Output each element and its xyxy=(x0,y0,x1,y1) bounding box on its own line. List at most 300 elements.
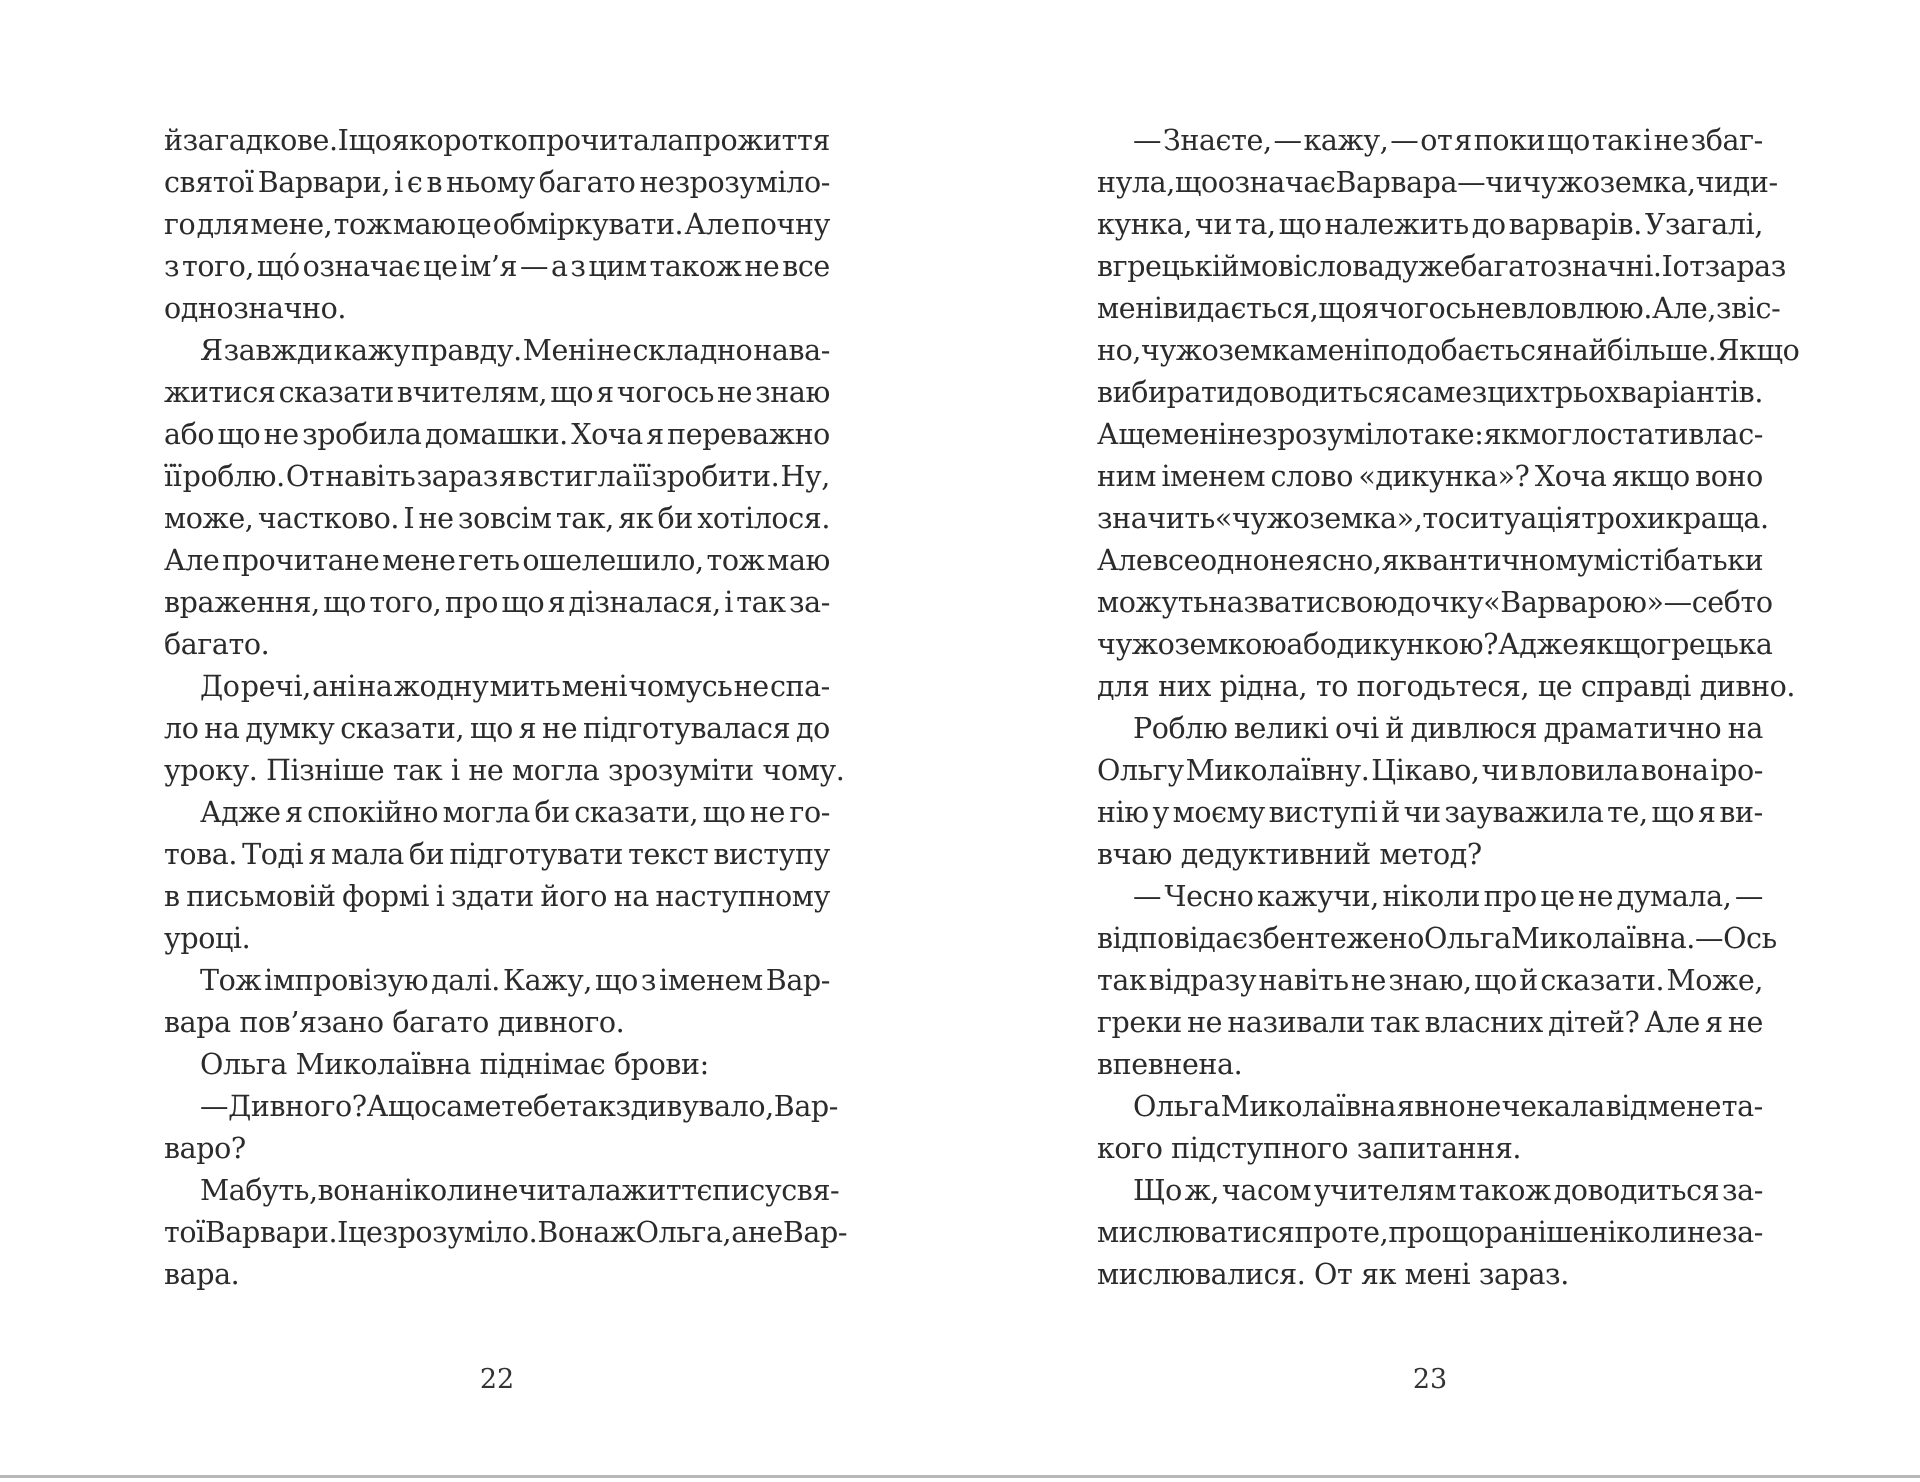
word: Але, xyxy=(1652,292,1717,325)
text-line: вара пов’язано багато дивного. xyxy=(164,1006,625,1039)
word: правду. xyxy=(410,334,522,367)
word: варіантів. xyxy=(1620,376,1763,409)
word: я xyxy=(499,460,517,493)
word: чогось xyxy=(1378,292,1476,325)
word: не xyxy=(1269,544,1305,577)
text-line xyxy=(1097,1002,1763,1044)
word: маю xyxy=(392,208,456,241)
word: це xyxy=(1540,880,1575,913)
word: очі xyxy=(1334,712,1379,745)
bottom-divider xyxy=(0,1475,1920,1478)
word: ж, xyxy=(1184,1174,1220,1207)
left-page xyxy=(164,120,848,1296)
word: я xyxy=(1698,796,1716,829)
word: також xyxy=(1458,1174,1551,1207)
word: формі xyxy=(342,880,430,913)
word: що xyxy=(1651,796,1695,829)
word: назвати xyxy=(1208,586,1325,619)
word: частково. xyxy=(257,502,400,535)
word: і xyxy=(394,166,403,199)
word: Варвари. xyxy=(204,1216,338,1249)
word: ніколи xyxy=(385,1174,484,1207)
word: я xyxy=(646,418,664,451)
word: Але xyxy=(164,544,220,577)
word: все xyxy=(1152,544,1201,577)
word: но, xyxy=(1097,334,1142,367)
word: що xyxy=(550,376,594,409)
word: з xyxy=(640,964,657,997)
word: слова xyxy=(1302,250,1385,283)
word: хотілося. xyxy=(697,502,830,535)
word: І xyxy=(1661,250,1673,283)
word: Роблю xyxy=(1133,712,1228,745)
word: про xyxy=(444,586,499,619)
word: ним xyxy=(1097,460,1156,493)
word: варварів. xyxy=(1508,208,1642,241)
word: місті xyxy=(1593,544,1664,577)
text-line: для них рідна, то погодьтеся, це справді дивно. xyxy=(1097,670,1796,703)
word: жодну xyxy=(393,670,489,703)
word: за- xyxy=(1722,1174,1763,1207)
word: що xyxy=(702,796,746,829)
word: я xyxy=(308,838,327,871)
word: життя xyxy=(737,124,830,157)
word: я xyxy=(547,586,566,619)
word: спокійно xyxy=(307,796,439,829)
word: називали xyxy=(1227,1006,1365,1039)
word: я xyxy=(391,124,410,157)
word: на xyxy=(1727,712,1763,745)
word: Може, xyxy=(1666,964,1763,997)
word: чи xyxy=(1695,166,1733,199)
word: як xyxy=(1381,544,1417,577)
word: збентежено xyxy=(1247,922,1424,955)
word: так xyxy=(1370,1006,1420,1039)
word: в xyxy=(1097,250,1113,283)
word: До xyxy=(200,670,240,703)
word: знаю, xyxy=(1388,964,1472,997)
word: Але xyxy=(1644,1006,1700,1039)
word: найбільше. xyxy=(1553,334,1717,367)
word: сказати, xyxy=(340,712,465,745)
word: саме xyxy=(430,1090,502,1123)
word: прочитала xyxy=(527,124,684,157)
word: незрозуміло xyxy=(1226,418,1409,451)
word: все xyxy=(782,250,830,283)
word: стати xyxy=(1606,418,1689,451)
word: Ольгу xyxy=(1097,754,1184,787)
word: не xyxy=(733,670,769,703)
word: в xyxy=(1416,544,1433,577)
word: ще xyxy=(1118,418,1161,451)
word: не xyxy=(744,250,780,283)
word: не xyxy=(717,376,753,409)
word: можуть xyxy=(1097,586,1209,619)
word: слово xyxy=(1270,460,1353,493)
word: означає xyxy=(302,250,421,283)
word: також xyxy=(649,250,742,283)
word: що xyxy=(1318,292,1362,325)
page-number-left: 22 xyxy=(479,1364,515,1395)
text-line: мислювалися. От як мені зараз. xyxy=(1097,1258,1569,1291)
word: здивувало, xyxy=(615,1090,774,1123)
word: не xyxy=(1476,292,1512,325)
text-line xyxy=(1097,330,1800,372)
word: я xyxy=(1361,292,1379,325)
word: до xyxy=(1471,208,1506,241)
word: роблю. xyxy=(182,460,285,493)
word: в xyxy=(164,880,180,913)
word: може, xyxy=(164,502,254,535)
word: так xyxy=(1591,124,1642,157)
text-line xyxy=(164,498,830,540)
word: що xyxy=(323,586,367,619)
word: письмовій xyxy=(186,880,336,913)
word: значить xyxy=(1097,502,1215,535)
word: батьки xyxy=(1663,544,1764,577)
word: зовсім xyxy=(457,502,552,535)
word: го xyxy=(164,208,196,241)
word: обміркувати. xyxy=(492,208,684,241)
word: не xyxy=(1465,1090,1501,1123)
word: за- xyxy=(1721,1216,1763,1249)
text-line xyxy=(1097,960,1763,1002)
word: І xyxy=(337,1216,349,1249)
text-line xyxy=(164,540,830,582)
text-line xyxy=(164,372,830,414)
word: не xyxy=(483,1174,519,1207)
word: і xyxy=(1643,124,1652,157)
word: таке: xyxy=(1408,418,1484,451)
word: Миколаївну. xyxy=(1185,754,1370,787)
word: Але xyxy=(684,208,740,241)
word: І xyxy=(337,124,349,157)
word: тебе xyxy=(501,1090,567,1123)
word: трохи xyxy=(1581,502,1666,535)
word: «Варварою» xyxy=(1483,586,1664,619)
word: виступу xyxy=(713,838,830,871)
word: далі. xyxy=(431,964,500,997)
word: зараз xyxy=(1704,250,1786,283)
word: або xyxy=(1286,628,1337,661)
word: от xyxy=(1672,250,1705,283)
word: дуже xyxy=(1384,250,1461,283)
word: не xyxy=(542,712,578,745)
text-line xyxy=(1097,414,1763,456)
word: складно xyxy=(632,334,753,367)
word: Адже xyxy=(1498,628,1579,661)
word: мені xyxy=(1161,418,1227,451)
word: життєпису xyxy=(621,1174,782,1207)
word: ніколи xyxy=(1588,1216,1687,1249)
text-line xyxy=(1097,1170,1763,1212)
word: що xyxy=(469,712,513,745)
word: іро- xyxy=(1710,754,1763,787)
word: про xyxy=(1388,1216,1442,1249)
word: трьох xyxy=(1539,376,1621,409)
word: власних xyxy=(1424,1006,1543,1039)
word: поки xyxy=(1473,124,1546,157)
text-line xyxy=(1097,582,1773,624)
word: А xyxy=(366,1090,388,1123)
text-line xyxy=(164,834,830,876)
word: думала, xyxy=(1616,880,1732,913)
word: сказати, xyxy=(574,796,699,829)
word: часом xyxy=(1221,1174,1312,1207)
text-line xyxy=(164,876,830,918)
word: думку xyxy=(245,712,335,745)
word: великі xyxy=(1233,712,1329,745)
word: мислюватися xyxy=(1097,1216,1295,1249)
word: збаг- xyxy=(1690,124,1763,157)
word: би xyxy=(408,838,445,871)
word: — xyxy=(1273,124,1302,157)
word: з xyxy=(164,250,180,283)
word: це xyxy=(423,250,458,283)
word: себто xyxy=(1691,586,1773,619)
word: речі, xyxy=(240,670,311,703)
word: звіс- xyxy=(1716,292,1781,325)
text-line xyxy=(1097,246,1786,288)
word: її xyxy=(632,460,651,493)
text-line xyxy=(1097,708,1763,750)
word: щó xyxy=(256,250,300,283)
word: не xyxy=(1727,1006,1763,1039)
word: Адже xyxy=(200,796,281,829)
word: про xyxy=(684,124,738,157)
word: що xyxy=(1278,208,1322,241)
word: кажу, xyxy=(1303,124,1389,157)
word: ім’я xyxy=(460,250,518,283)
word: є xyxy=(406,166,423,199)
text-line xyxy=(1097,876,1763,918)
word: Миколаївна xyxy=(1220,1090,1396,1123)
word: — xyxy=(1457,166,1486,199)
word: я xyxy=(1454,124,1472,157)
word: ясно, xyxy=(1304,544,1382,577)
text-line xyxy=(1097,624,1773,666)
word: кунка, xyxy=(1097,208,1193,241)
word: а xyxy=(731,1216,748,1249)
word: знаю xyxy=(755,376,830,409)
word: вибирати xyxy=(1097,376,1235,409)
word: так xyxy=(736,586,786,619)
word: загадкове. xyxy=(182,124,338,157)
word: вчителям, xyxy=(396,376,548,409)
word: «дикунка»? xyxy=(1358,460,1530,493)
word: вона xyxy=(317,1174,386,1207)
word: Тоді xyxy=(242,838,304,871)
word: могла xyxy=(442,796,530,829)
word: з xyxy=(1471,376,1487,409)
word: мене, xyxy=(250,208,333,241)
word: доводиться xyxy=(1235,376,1401,409)
word: Ольга xyxy=(1133,1090,1220,1123)
word: ньому xyxy=(446,166,535,199)
word: маю xyxy=(767,544,830,577)
word: прочитане xyxy=(222,544,380,577)
word: що xyxy=(387,1090,431,1123)
word: чи xyxy=(1485,166,1523,199)
word: того, xyxy=(182,250,255,283)
word: цим xyxy=(588,250,647,283)
word: якщо xyxy=(1578,628,1657,661)
word: читала xyxy=(518,1174,622,1207)
word: це xyxy=(457,208,492,241)
text-line: Ольга Миколаївна піднімає брови: xyxy=(200,1048,709,1081)
word: Ольга, xyxy=(635,1216,732,1249)
word: грецькій xyxy=(1112,250,1240,283)
word: завжди xyxy=(223,334,333,367)
word: зауважила xyxy=(1444,796,1604,829)
word: не xyxy=(1686,1216,1722,1249)
word: Що xyxy=(1133,1174,1182,1207)
word: якщо xyxy=(1611,460,1690,493)
word: тож xyxy=(706,544,765,577)
word: в xyxy=(426,166,443,199)
word: ди- xyxy=(1732,166,1778,199)
word: нава- xyxy=(753,334,830,367)
word: те, xyxy=(1347,1216,1389,1249)
word: на xyxy=(357,670,393,703)
word: зрозуміло. xyxy=(382,1216,538,1249)
text-line xyxy=(164,246,830,288)
word: учителям xyxy=(1313,1174,1457,1207)
word: текст xyxy=(628,838,709,871)
word: мене xyxy=(1647,1090,1722,1123)
word: античному xyxy=(1432,544,1594,577)
word: не xyxy=(596,334,632,367)
word: «чужоземка», xyxy=(1214,502,1423,535)
word: почну xyxy=(741,208,830,241)
word: — xyxy=(1734,880,1763,913)
word: що xyxy=(501,586,545,619)
word: того, xyxy=(369,586,442,619)
word: Мабуть, xyxy=(200,1174,318,1207)
word: доводиться xyxy=(1553,1174,1720,1207)
word: Кажу, xyxy=(502,964,593,997)
word: її xyxy=(164,460,182,493)
word: й xyxy=(164,124,183,157)
word: та, xyxy=(1235,208,1276,241)
text-line xyxy=(164,1212,848,1254)
word: що xyxy=(1474,964,1517,997)
word: як xyxy=(1483,418,1519,451)
word: Чесно xyxy=(1164,880,1254,913)
word: явно xyxy=(1396,1090,1466,1123)
word: зараз xyxy=(416,460,498,493)
text-line xyxy=(164,204,830,246)
word: відразу xyxy=(1148,964,1257,997)
word: у xyxy=(1152,796,1169,829)
text-line xyxy=(164,162,830,204)
word: чогось xyxy=(616,376,714,409)
word: й xyxy=(1519,964,1538,997)
word: так, xyxy=(555,502,614,535)
word: не xyxy=(1187,1006,1223,1039)
word: — xyxy=(519,250,549,283)
word: дітей? xyxy=(1548,1006,1640,1039)
word: мить xyxy=(489,670,561,703)
word: — xyxy=(1390,124,1419,157)
word: от xyxy=(1420,124,1453,157)
text-line: вчаю дедуктивний метод? xyxy=(1097,838,1482,871)
text-line xyxy=(164,960,830,1002)
word: нію xyxy=(1097,796,1149,829)
word: драматично xyxy=(1543,712,1722,745)
text-line xyxy=(164,708,830,750)
word: геть xyxy=(458,544,520,577)
word: сказати. xyxy=(1540,964,1665,997)
word: святої xyxy=(164,166,254,199)
word: те, xyxy=(1607,796,1648,829)
word: би xyxy=(534,796,570,829)
word: так xyxy=(566,1090,616,1123)
word: Цікаво, xyxy=(1371,754,1480,787)
word: чужоземкою xyxy=(1097,628,1287,661)
word: його xyxy=(540,880,608,913)
word: вловила xyxy=(1520,754,1640,787)
word: дочку xyxy=(1397,586,1484,619)
word: з xyxy=(570,250,586,283)
word: Мені xyxy=(522,334,596,367)
word: мені xyxy=(561,670,628,703)
word: Дивного? xyxy=(228,1090,367,1123)
word: навіть xyxy=(325,460,416,493)
word: а xyxy=(550,250,568,283)
word: не xyxy=(1578,880,1614,913)
word: домашки. xyxy=(424,418,568,451)
text-line xyxy=(1097,162,1778,204)
word: я xyxy=(285,796,303,829)
word: це xyxy=(348,1216,383,1249)
word: житися xyxy=(164,376,276,409)
word: незрозуміло- xyxy=(639,166,830,199)
word: нула, xyxy=(1097,166,1175,199)
word: Хоча xyxy=(1534,460,1607,493)
page-number-right: 23 xyxy=(1412,1364,1448,1395)
word: І xyxy=(403,502,415,535)
word: ви- xyxy=(1719,796,1763,829)
word: на xyxy=(613,880,649,913)
word: чужоземка xyxy=(1141,334,1306,367)
word: спа- xyxy=(769,670,830,703)
word: підготувалася xyxy=(582,712,791,745)
text-line xyxy=(1097,792,1763,834)
text-line xyxy=(1097,288,1781,330)
word: зробила xyxy=(302,418,422,451)
word: для xyxy=(196,208,250,241)
word: іменем xyxy=(659,964,763,997)
word: — xyxy=(1663,586,1692,619)
word: одно xyxy=(1200,544,1270,577)
word: наступному xyxy=(655,880,830,913)
word: що xyxy=(1441,1216,1485,1249)
word: А xyxy=(1097,418,1119,451)
word: ло xyxy=(164,712,199,745)
word: коротко xyxy=(409,124,528,157)
word: що xyxy=(595,964,638,997)
text-line xyxy=(164,1170,840,1212)
word: імпровізую xyxy=(264,964,429,997)
word: належить xyxy=(1324,208,1469,241)
text-line xyxy=(164,456,830,498)
text-line xyxy=(1097,498,1769,540)
text-line: багато. xyxy=(164,628,270,661)
word: сказати xyxy=(278,376,394,409)
word: мені xyxy=(1097,292,1163,325)
word: — xyxy=(200,1090,229,1123)
